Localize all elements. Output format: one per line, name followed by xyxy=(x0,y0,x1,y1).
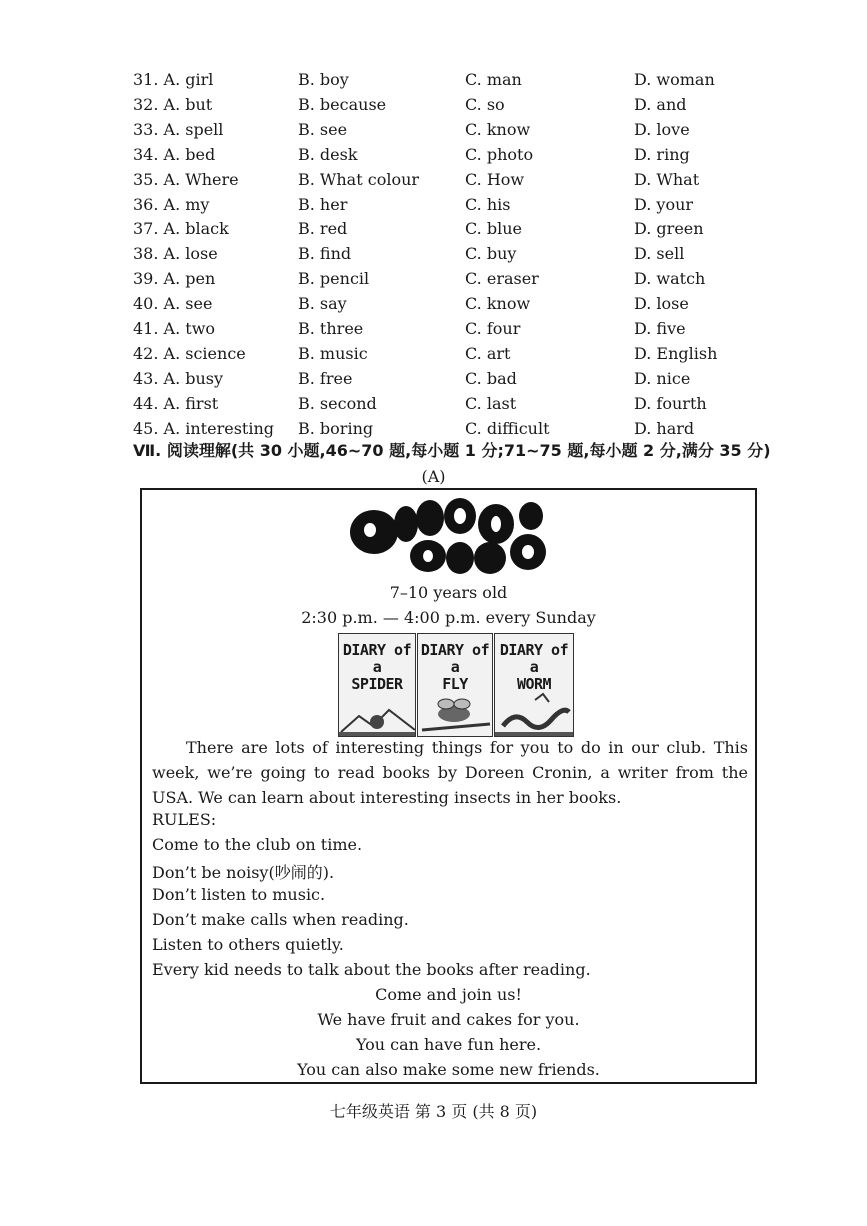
question-option-c: C. How xyxy=(465,169,525,189)
question-option-c: C. bad xyxy=(465,368,517,388)
worm-illustration-icon xyxy=(495,692,574,736)
ad-paragraph: There are lots of interesting things for you to do in our club. This week, we’re going to read books by Doreen Cronin, a writer from the USA. We can learn about interesting insects in her books. xyxy=(152,738,748,807)
question-option-b: B. desk xyxy=(298,144,358,164)
question-option-b: B. boring xyxy=(298,418,374,438)
question-option-b: B. because xyxy=(298,94,387,114)
closing-line: We have fruit and cakes for you. xyxy=(317,1009,580,1029)
question-option-d: D. What xyxy=(634,169,700,189)
question-row xyxy=(0,416,867,441)
book-covers xyxy=(338,633,574,737)
question-option-b: B. her xyxy=(298,194,348,214)
book-cover-worm xyxy=(494,633,574,737)
question-option-c: C. man xyxy=(465,70,522,89)
question-row xyxy=(0,92,867,117)
closing-line: You can have fun here. xyxy=(355,1034,542,1054)
book-title: DIARY of a FLY xyxy=(420,641,490,693)
question-option-c: C. last xyxy=(465,393,517,413)
question-option-a: 38. A. lose xyxy=(133,244,218,264)
question-option-b: B. second xyxy=(298,393,377,413)
question-option-d: D. and xyxy=(634,94,687,114)
question-option-d: D. watch xyxy=(634,269,706,289)
question-option-b: B. What colour xyxy=(298,169,420,189)
question-option-c: C. his xyxy=(465,194,511,214)
question-option-a: 32. A. but xyxy=(133,94,213,114)
question-option-d: D. sell xyxy=(634,244,685,264)
fly-illustration-icon xyxy=(418,692,493,736)
question-option-a: 37. A. black xyxy=(133,219,229,239)
rule-item: Every kid needs to talk about the books after reading. xyxy=(152,959,591,979)
question-row xyxy=(0,266,867,291)
question-option-a: 31. A. girl xyxy=(133,70,214,89)
spider-illustration-icon xyxy=(339,692,416,736)
question-row xyxy=(0,216,867,241)
question-row xyxy=(0,291,867,316)
rule-item: Listen to others quietly. xyxy=(152,934,344,954)
question-row xyxy=(0,241,867,266)
question-option-c: C. difficult xyxy=(465,418,550,438)
rule-item: Don’t be noisy(吵闹的). xyxy=(152,862,335,882)
question-option-d: D. green xyxy=(634,219,704,239)
question-option-c: C. so xyxy=(465,94,505,114)
question-option-b: B. red xyxy=(298,219,348,239)
book-cover-fly xyxy=(417,633,493,737)
question-option-b: B. find xyxy=(298,244,352,264)
question-option-d: D. hard xyxy=(634,418,695,438)
question-option-a: 41. A. two xyxy=(133,319,216,338)
question-row xyxy=(0,142,867,167)
book-cover-spider xyxy=(338,633,416,737)
question-option-c: C. eraser xyxy=(465,269,539,289)
question-option-d: D. your xyxy=(634,194,694,214)
question-option-a: 44. A. first xyxy=(133,393,219,413)
question-option-c: C. buy xyxy=(465,244,517,264)
question-option-a: 36. A. my xyxy=(133,194,210,214)
question-row xyxy=(0,67,867,92)
question-option-a: 35. A. Where xyxy=(133,169,239,189)
question-option-d: D. ring xyxy=(634,144,690,164)
question-option-a: 39. A. pen xyxy=(133,269,216,289)
rule-item: Don’t make calls when reading. xyxy=(152,909,409,929)
question-option-a: 43. A. busy xyxy=(133,368,224,388)
rule-item: Come to the club on time. xyxy=(152,835,363,854)
rules-heading: RULES: xyxy=(152,810,217,829)
question-row xyxy=(0,117,867,142)
rule-item: Don’t listen to music. xyxy=(152,884,326,904)
question-option-d: D. lose xyxy=(634,294,689,314)
question-option-a: 42. A. science xyxy=(133,343,246,363)
question-row xyxy=(0,167,867,192)
question-option-d: D. five xyxy=(634,319,686,338)
question-option-c: C. art xyxy=(465,343,511,363)
question-option-c: C. know xyxy=(465,294,531,314)
question-option-c: C. know xyxy=(465,119,531,139)
question-option-b: B. free xyxy=(298,368,353,388)
question-row xyxy=(0,316,867,341)
question-option-b: B. see xyxy=(298,119,348,139)
question-option-b: B. boy xyxy=(298,70,349,89)
book-title: DIARY of a SPIDER xyxy=(342,641,412,693)
kids-club-logo xyxy=(348,494,554,580)
club-time: 2:30 p.m. — 4:00 p.m. every Sunday xyxy=(301,608,596,627)
question-option-a: 40. A. see xyxy=(133,294,213,314)
question-option-b: B. three xyxy=(298,319,364,338)
question-option-b: B. music xyxy=(298,343,368,363)
section-title: Ⅶ. 阅读理解(共 30 小题,46~70 题,每小题 1 分;71~75 题,每小题 2 分,满分 35 分) xyxy=(133,441,771,460)
book-title: DIARY of a WORM xyxy=(499,641,569,693)
passage-label: (A) xyxy=(421,467,446,486)
question-option-a: 33. A. spell xyxy=(133,119,224,139)
question-option-d: D. woman xyxy=(634,70,715,89)
question-row xyxy=(0,391,867,416)
question-option-a: 34. A. bed xyxy=(133,144,216,164)
question-option-c: C. photo xyxy=(465,144,534,164)
question-row xyxy=(0,192,867,217)
question-option-d: D. English xyxy=(634,343,718,363)
question-option-d: D. nice xyxy=(634,368,691,388)
question-option-d: D. love xyxy=(634,119,690,139)
svg-text:Kids club: Kids club xyxy=(446,577,456,579)
question-option-b: B. say xyxy=(298,294,347,314)
age-range: 7–10 years old xyxy=(389,583,508,602)
question-option-c: C. four xyxy=(465,319,521,338)
question-option-b: B. pencil xyxy=(298,269,370,289)
question-row xyxy=(0,341,867,366)
closing-line: Come and join us! xyxy=(375,985,522,1004)
question-option-c: C. blue xyxy=(465,219,522,239)
closing-line: You can also make some new friends. xyxy=(297,1059,600,1079)
question-option-d: D. fourth xyxy=(634,393,707,413)
page-footer: 七年级英语 第 3 页 (共 8 页) xyxy=(329,1102,538,1121)
question-option-a: 45. A. interesting xyxy=(133,418,274,438)
question-row xyxy=(0,366,867,391)
